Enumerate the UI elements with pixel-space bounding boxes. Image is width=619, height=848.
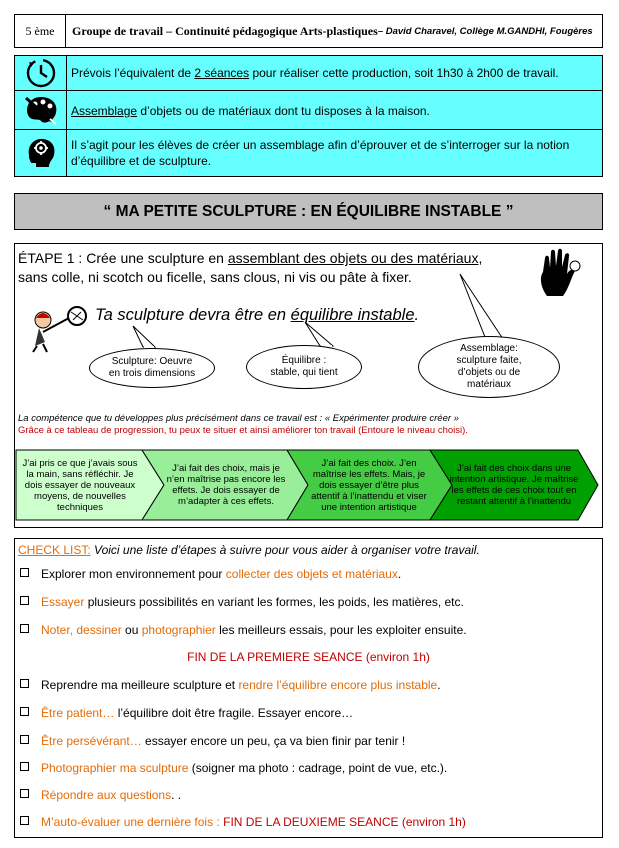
checklist-item-4 [20, 678, 441, 693]
etape-underline: assemblant des objets ou des matériaux [227, 250, 479, 266]
item-highlight: collecter des objets et matériaux [225, 567, 398, 581]
level-1-text [20, 450, 140, 520]
level-3-label: J’ai fait des choix. J’en maîtrise les effets. Mais, je dois essayer d’être plus attentif à l’inattendu et viser une intention artistique [311, 457, 427, 513]
level-4-label: J’ai fait des choix dans une intention artistique. Je maîtrise les effets de ces choix tout en restant attentif à l’inattendu [449, 463, 579, 507]
end-session-2: FIN DE LA DEUXIEME SEANCE (environ 1h) [223, 815, 466, 829]
checklist-heading [18, 543, 480, 557]
item-highlight: Essayer [41, 595, 85, 609]
must-text-end: . [414, 306, 420, 324]
item-text: ou [121, 623, 142, 637]
item-highlight: Être persévérant… [41, 734, 142, 748]
item-text: Reprendre ma meilleure sculpture et [41, 678, 239, 692]
checklist-item-9 [20, 815, 466, 830]
objective-text: Il s’agit pour les élèves de créer un assemblage afin d’éprouver et de s’interroger sur la notion d’équilibre et de sculpture. [71, 138, 570, 168]
duration-text-end: pour réaliser cette production, soit 1h30 à 2h00 de travail. [249, 66, 559, 80]
item-text: (soigner ma photo : cadrage, point de vue, etc.). [188, 761, 448, 775]
level-label: 5 ème [25, 23, 55, 38]
item-text: Explorer mon environnement pour [41, 567, 226, 581]
checklist-item-8 [20, 788, 181, 803]
etape-line2: sans colle, ni scotch ou ficelle, sans clous, ni vis ou pâte à fixer. [18, 269, 412, 285]
checklist-title: CHECK LIST: [18, 543, 91, 557]
checkbox[interactable] [20, 707, 29, 716]
item-text: . . [171, 788, 182, 802]
item-text: . [397, 567, 402, 581]
duration-text: Prévois l’équivalent de [71, 66, 195, 80]
checklist-item-6 [20, 734, 405, 749]
assemblage-word: Assemblage [71, 104, 138, 118]
checkbox[interactable] [20, 679, 29, 688]
item-highlight: Noter, dessiner [41, 623, 122, 637]
checkbox[interactable] [20, 789, 29, 798]
checkbox[interactable] [20, 816, 29, 825]
author: – David Charavel, Collège M.GANDHI, Fougères [377, 25, 593, 37]
etape-text: : Crée une sculpture en [74, 250, 228, 266]
item-text: les meilleurs essais, pour les exploiter ensuite. [215, 623, 467, 637]
end-session-1: FIN DE LA PREMIERE SEANCE (environ 1h) [187, 650, 430, 664]
etape-text-end: , [478, 250, 483, 266]
checklist-intro: Voici une liste d’étapes à suivre pour vous aider à organiser votre travail. [90, 543, 480, 557]
bubble-equilibre: Équilibre : stable, qui tient [246, 345, 362, 389]
checkbox[interactable] [20, 596, 29, 605]
item-text: essayer encore un peu, ça va bien finir par tenir ! [141, 734, 406, 748]
duration-sessions: 2 séances [194, 66, 250, 80]
item-highlight: photographier [141, 623, 216, 637]
checkbox[interactable] [20, 762, 29, 771]
level-4-text [448, 450, 580, 520]
level-2-label: J’ai fait des choix, mais je n’en maîtrise pas encore les effets. Je dois essayer de m’adapter à ces effets. [166, 463, 286, 507]
checklist-item-7 [20, 761, 447, 776]
item-text: plusieurs possibilités en variant les formes, les poids, les matières, etc. [84, 595, 464, 609]
checklist-item-1 [20, 567, 401, 582]
checkbox[interactable] [20, 735, 29, 744]
item-highlight: Répondre aux questions [41, 788, 172, 802]
item-highlight: M’auto-évaluer une dernière fois : [41, 815, 224, 829]
checklist-item-5 [20, 706, 353, 721]
checklist-item-2 [20, 595, 464, 610]
group-title: Groupe de travail – Continuité pédagogique Arts-plastiques [72, 23, 378, 38]
bubble-sculpture: Sculpture: Oeuvre en trois dimensions [89, 348, 215, 388]
level-2-text [164, 450, 288, 520]
item-highlight: Être patient… [41, 706, 115, 720]
competence-line1: La compétence que tu développes plus précisément dans ce travail est : « Expérimenter produire créer » [18, 413, 459, 424]
competence-line2: Grâce à ce tableau de progression, tu peux te situer et ainsi améliorer ton travail (Entoure le niveau choisi). [18, 425, 468, 436]
assemblage-text: d’objets ou de matériaux dont tu disposes à la maison. [137, 104, 430, 118]
checklist-item-3 [20, 623, 467, 638]
checkbox[interactable] [20, 568, 29, 577]
must-underline: équilibre instable [290, 306, 415, 324]
bubble-assemblage: Assemblage: sculpture faite, d’objets ou de matériaux [418, 336, 560, 398]
item-text: l’équilibre doit être fragile. Essayer encore… [114, 706, 354, 720]
item-text: . [437, 678, 441, 692]
level-1-label: J’ai pris ce que j’avais sous la main, sans réfléchir. Je dois essayer de nouveaux moyens, de nouvelles techniques [22, 457, 138, 513]
must-text: Ta sculpture devra être en [95, 306, 291, 324]
main-title: “ MA PETITE SCULPTURE : EN ÉQUILIBRE INSTABLE ” [14, 193, 603, 230]
level-3-text [305, 450, 433, 520]
etape-label: ÉTAPE 1 [18, 250, 75, 266]
item-highlight: rendre l’équilibre encore plus instable [238, 678, 438, 692]
checkbox[interactable] [20, 624, 29, 633]
item-highlight: Photographier ma sculpture [41, 761, 189, 775]
